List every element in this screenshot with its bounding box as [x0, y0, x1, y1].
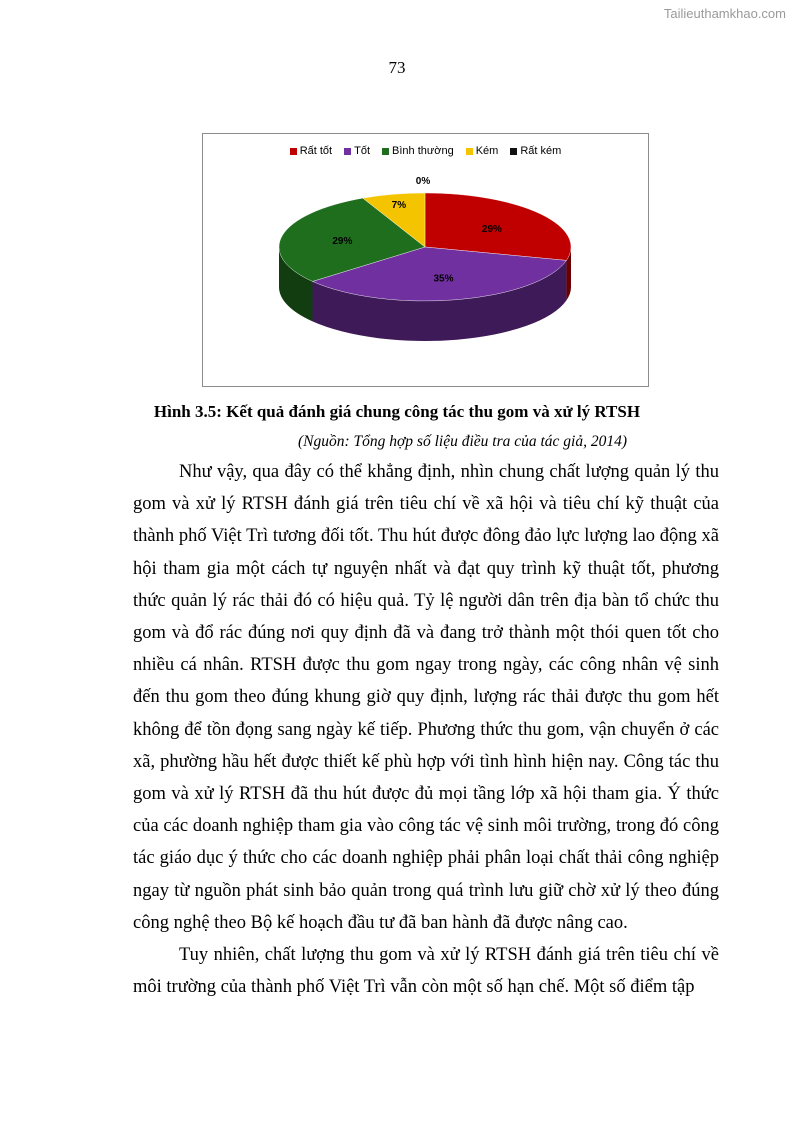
data-label-binh-thuong: 29%: [332, 236, 353, 248]
data-label-kem: 7%: [391, 199, 407, 211]
watermark: Tailieuthamkhao.com: [663, 6, 786, 21]
pie-chart-svg: [203, 134, 648, 386]
page-number: 73: [388, 58, 406, 77]
paragraph: Tuy nhiên, chất lượng thu gom và xử lý RTSH đánh giá trên tiêu chí về môi trường của thành phố Việt Trì vẫn còn một số hạn chế. Một số điểm tập: [133, 945, 719, 998]
legend-label-binh-thuong: Bình thường: [392, 145, 454, 157]
data-label-tot: 35%: [433, 273, 454, 285]
figure-source: (Nguồn: Tổng hợp số liệu điều tra của tác giả, 2014): [298, 433, 628, 450]
legend-label-kem: Kém: [475, 145, 499, 157]
body-text: [133, 456, 719, 1003]
figure-caption: Hình 3.5: Kết quả đánh giá chung công tác thu gom và xử lý RTSH: [153, 402, 641, 421]
data-label-rat-kem: 0%: [415, 176, 431, 187]
data-label-rat-tot: 29%: [481, 223, 502, 235]
paragraph: Như vậy, qua đây có thể khẳng định, nhìn chung chất lượng quản lý thu gom và xử lý RTSH đánh giá trên tiêu chí về xã hội và tiêu chí kỹ thuật của thành phố Việt Trì tương đối tốt. Thu hút được đông đảo lực lượng lao động xã hội tham gia một cách tự nguyện nhất và đạt quy trình kỹ thuật tốt, phương thức quản lý rác thải đó có hiệu quả. Tỷ lệ người dân trên địa bàn tổ chức thu gom và đổ rác đúng nơi quy định đã và đang trở thành một thói quen tốt cho nhiều cá nhân. RTSH được thu gom ngay trong ngày, các công nhân vệ sinh đến thu gom theo đúng khung giờ quy định, lượng rác thải được thu gom hết không để tồn đọng sang ngày kế tiếp. Phương thức thu gom, vận chuyển ở các xã, phường hầu hết được thiết kế phù hợp với tình hình hiện nay. Công tác thu gom và xử lý RTSH đã thu hút được đủ mọi tầng lớp xã hội tham gia. Ý thức của các doanh nghiệp tham gia vào công tác vệ sinh môi trường, trong đó công tác giáo dục ý thức cho các doanh nghiệp phải phân loại chất thải công nghiệp ngay từ nguồn phát sinh bảo quản trong quá trình lưu giữ chờ xử lý theo đúng công nghệ theo Bộ kế hoạch đầu tư đã ban hành đã được nâng cao.: [133, 462, 719, 933]
legend-label-tot: Tốt: [354, 145, 371, 157]
legend-label-rat-kem: Rất kém: [520, 145, 562, 157]
pie-chart: [202, 133, 649, 387]
legend-label-rat-tot: Rất tốt: [299, 145, 333, 157]
